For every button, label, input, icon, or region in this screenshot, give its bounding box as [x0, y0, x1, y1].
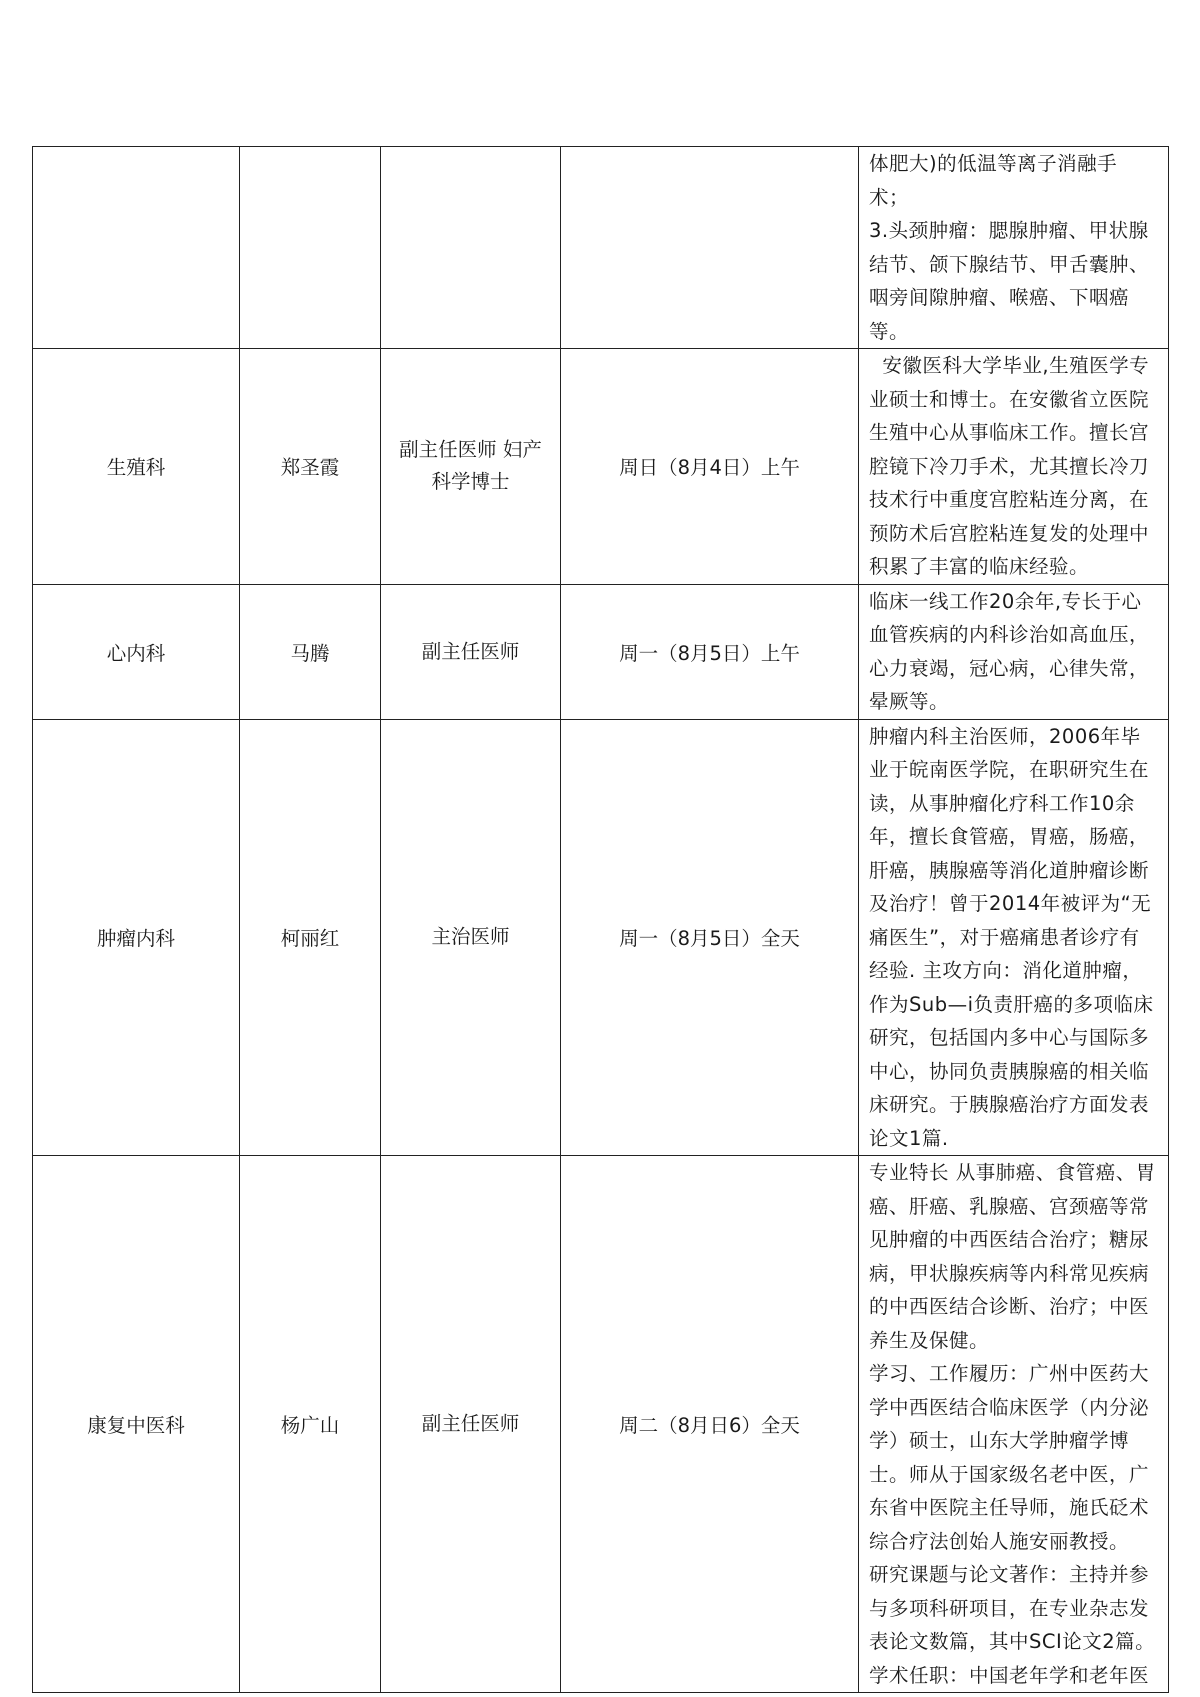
intro-cell [859, 349, 1169, 585]
intro-paragraph: 学术任职：中国老年学和老年医 [869, 1663, 1150, 1687]
doctor-schedule-table [32, 146, 1169, 1693]
department-cell: 心内科 [33, 584, 240, 719]
department-cell: 生殖科 [33, 349, 240, 585]
doctor-name-cell: 郑圣霞 [240, 349, 381, 585]
doctor-name-cell: 柯丽红 [240, 719, 381, 1156]
title-cell: 副主任医师 [381, 1156, 561, 1693]
intro-cell [859, 584, 1169, 719]
intro-paragraph: 临床一线工作20余年,专长于心血管疾病的内科诊治如高血压，心力衰竭，冠心病，心律失常，晕厥等。 [869, 589, 1150, 713]
department-cell: 康复中医科 [33, 1156, 240, 1693]
visit-time-cell [561, 147, 859, 349]
intro-paragraph: 安徽医科大学毕业,生殖医学专业硕士和博士。在安徽省立医院生殖中心从事临床工作。擅长宫腔镜下冷刀手术，尤其擅长冷刀技术行中重度宫腔粘连分离，在预防术后宫腔粘连复发的处理中积累了丰富的临床经验。 [869, 354, 1150, 578]
department-cell [33, 147, 240, 349]
table-row [33, 584, 1169, 719]
table-row [33, 147, 1169, 349]
title-cell: 副主任医师 [381, 584, 561, 719]
title-cell: 副主任医师 妇产科学博士 [381, 349, 561, 585]
intro-cell [859, 719, 1169, 1156]
doctor-name-cell [240, 147, 381, 349]
title-cell [381, 147, 561, 349]
table-row [33, 1156, 1169, 1693]
intro-paragraph: 体肥大)的低温等离子消融手术； [869, 152, 1118, 209]
doctor-name-cell: 马腾 [240, 584, 381, 719]
intro-paragraph: 肿瘤内科主治医师，2006年毕业于皖南医学院，在职研究生在读，从事肿瘤化疗科工作10余年，擅长食管癌，胃癌，肠癌，肝癌，胰腺癌等消化道肿瘤诊断及治疗！曾于2014年被评为“无痛医生”，对于癌痛患者诊疗有经验. 主攻方向：消化道肿瘤，作为Sub—i负责肝癌的多项临床研究，包括国内多中心与国际多中心，协同负责胰腺癌的相关临床研究。于胰腺癌治疗方面发表论文1篇. [869, 724, 1154, 1150]
intro-cell [859, 1156, 1169, 1693]
intro-cell [859, 147, 1169, 349]
visit-time-cell: 周日（8月4日）上午 [561, 349, 859, 585]
table-row [33, 349, 1169, 585]
intro-paragraph: 研究课题与论文著作：主持并参与多项科研项目，在专业杂志发表论文数篇，其中SCI论文2篇。 [869, 1563, 1156, 1653]
intro-paragraph: 3.头颈肿瘤：腮腺肿瘤、甲状腺结节、颌下腺结节、甲舌囊肿、咽旁间隙肿瘤、喉癌、下咽癌等。 [869, 219, 1150, 343]
department-cell: 肿瘤内科 [33, 719, 240, 1156]
table-row [33, 719, 1169, 1156]
title-cell: 主治医师 [381, 719, 561, 1156]
intro-paragraph: 学习、工作履历：广州中医药大学中西医结合临床医学（内分泌学）硕士，山东大学肿瘤学博士。师从于国家级名老中医，广东省中医院主任导师，施氏砭术综合疗法创始人施安丽教授。 [869, 1362, 1150, 1553]
visit-time-cell: 周一（8月5日）全天 [561, 719, 859, 1156]
intro-paragraph: 专业特长 从事肺癌、食管癌、胃癌、肝癌、乳腺癌、宫颈癌等常见肿瘤的中西医结合治疗；糖尿病，甲状腺疾病等内科常见疾病的中西医结合诊断、治疗；中医养生及保健。 [869, 1161, 1156, 1352]
doctor-name-cell: 杨广山 [240, 1156, 381, 1693]
visit-time-cell: 周二（8月日6）全天 [561, 1156, 859, 1693]
visit-time-cell: 周一（8月5日）上午 [561, 584, 859, 719]
